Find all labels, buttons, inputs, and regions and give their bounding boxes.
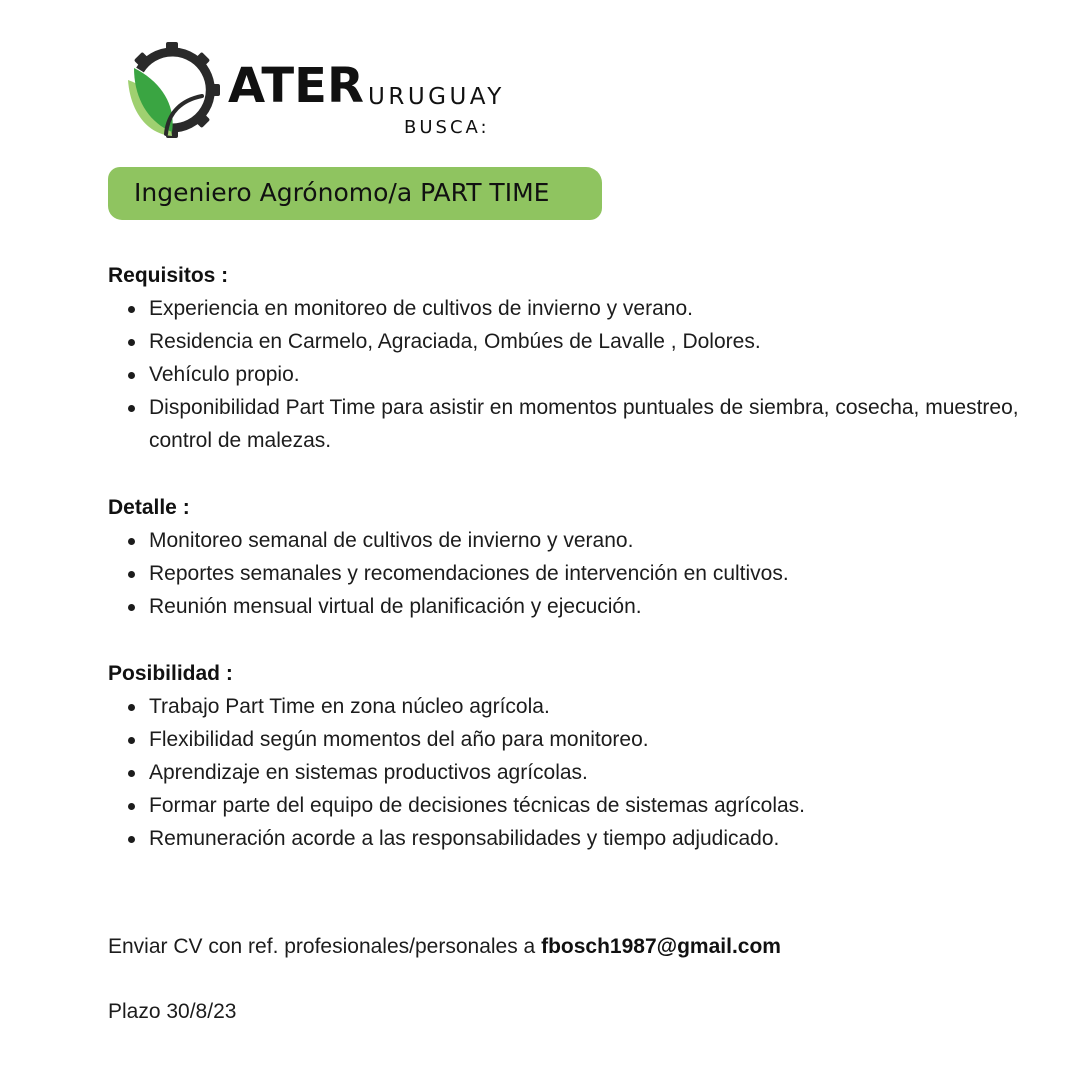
gear-leaf-icon — [122, 40, 222, 140]
section-title: Requisitos : — [108, 264, 229, 287]
job-title-banner — [108, 167, 602, 220]
list-item-text: Reunión mensual virtual de planificación y ejecución. — [149, 595, 642, 618]
ater-logo — [122, 40, 542, 145]
brand-name: ATER — [228, 58, 364, 114]
bullet-icon — [128, 737, 135, 744]
bullet-icon — [128, 306, 135, 313]
list-item — [108, 325, 1028, 358]
bullet-icon — [128, 405, 135, 412]
section-posibilidad — [108, 657, 1028, 855]
list-item-text: Reportes semanales y recomendaciones de intervención en cultivos. — [149, 562, 789, 585]
list-item-text: Monitoreo semanal de cultivos de invierno y verano. — [149, 529, 634, 552]
bullet-icon — [128, 803, 135, 810]
list-item-text: Vehículo propio. — [149, 363, 300, 386]
list-item — [108, 292, 1028, 325]
section-detalle — [108, 491, 1028, 623]
list-item-text: Flexibilidad según momentos del año para monitoreo. — [149, 728, 649, 751]
bullet-icon — [128, 571, 135, 578]
job-details — [108, 259, 1028, 889]
contact-prefix: Enviar CV con ref. profesionales/personales a — [108, 935, 542, 958]
section-title: Posibilidad : — [108, 662, 233, 685]
bullet-icon — [128, 704, 135, 711]
section-title: Detalle : — [108, 496, 190, 519]
brand-country: URUGUAY — [368, 84, 505, 110]
contact-email[interactable]: fbosch1987@gmail.com — [541, 935, 781, 958]
bullet-list — [108, 690, 1028, 855]
list-item — [108, 557, 1028, 590]
list-item — [108, 590, 1028, 623]
list-item — [108, 789, 1028, 822]
job-title: Ingeniero Agrónomo/a PART TIME — [134, 178, 550, 207]
bullet-icon — [128, 538, 135, 545]
bullet-icon — [128, 836, 135, 843]
bullet-list — [108, 292, 1028, 457]
section-requisitos — [108, 259, 1028, 457]
bullet-icon — [128, 372, 135, 379]
list-item-text: Experiencia en monitoreo de cultivos de invierno y verano. — [149, 297, 693, 320]
list-item-text: Residencia en Carmelo, Agraciada, Ombúes de Lavalle , Dolores. — [149, 330, 761, 353]
list-item — [108, 524, 1028, 557]
deadline: Plazo 30/8/23 — [108, 1000, 237, 1023]
list-item — [108, 690, 1028, 723]
list-item-text: Trabajo Part Time en zona núcleo agrícola. — [149, 695, 550, 718]
list-item-text: Disponibilidad Part Time para asistir en momentos puntuales de siembra, cosecha, muestreo, control de malezas. — [149, 396, 1019, 452]
list-item-text: Remuneración acorde a las responsabilidades y tiempo adjudicado. — [149, 827, 780, 850]
bullet-icon — [128, 604, 135, 611]
bullet-icon — [128, 339, 135, 346]
bullet-list — [108, 524, 1028, 623]
list-item — [108, 358, 1028, 391]
bullet-icon — [128, 770, 135, 777]
contact-line — [108, 930, 781, 963]
list-item — [108, 822, 1028, 855]
brand-subtitle: BUSCA: — [404, 117, 490, 138]
list-item — [108, 756, 1028, 789]
list-item — [108, 391, 1028, 457]
list-item-text: Formar parte del equipo de decisiones técnicas de sistemas agrícolas. — [149, 794, 806, 817]
list-item — [108, 723, 1028, 756]
list-item-text: Aprendizaje en sistemas productivos agrícolas. — [149, 761, 588, 784]
